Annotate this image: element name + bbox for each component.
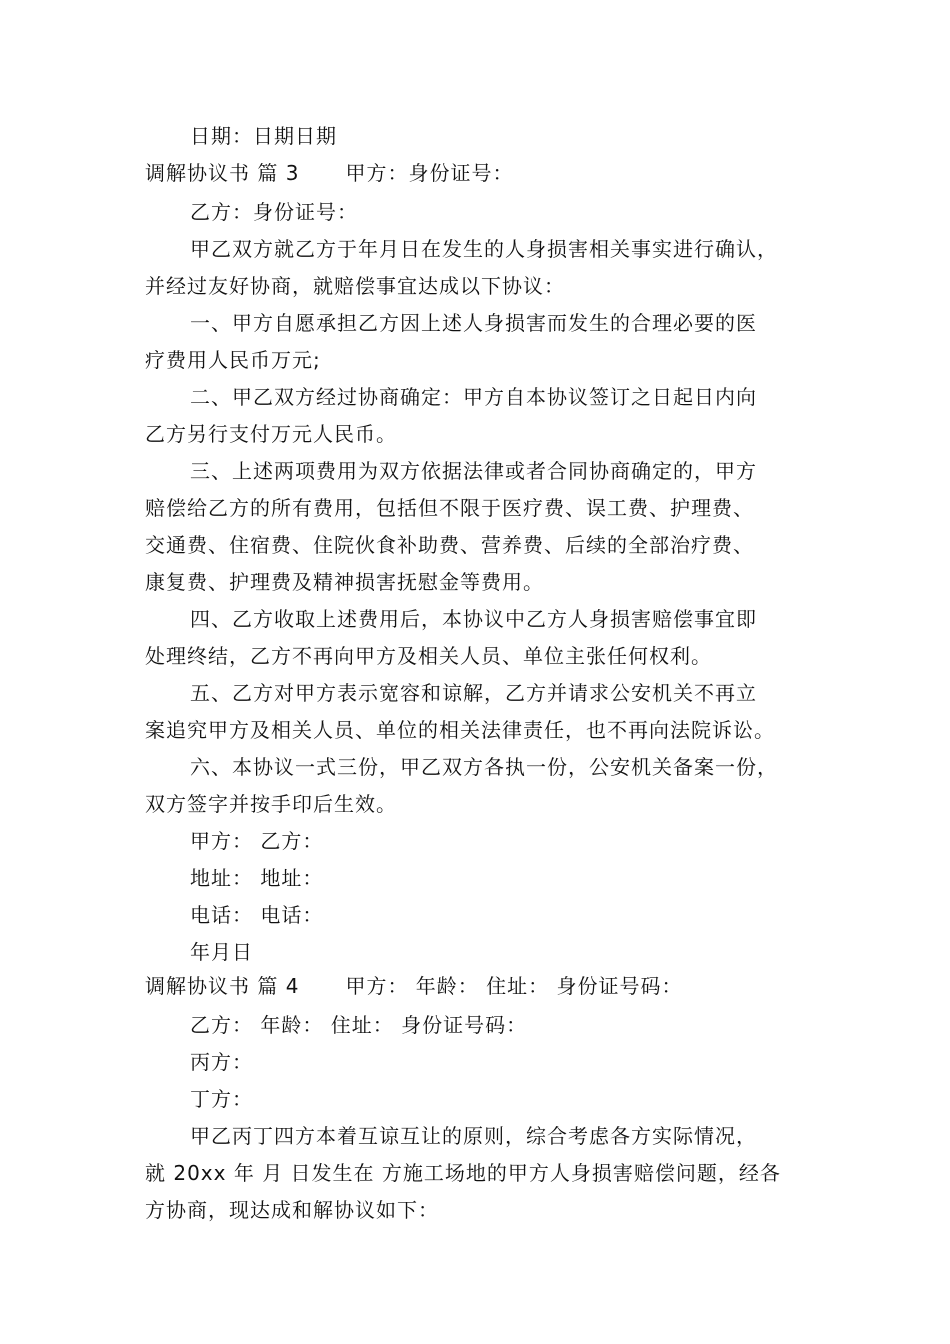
clause-5-line: 五、乙方对甲方表示宽容和谅解，乙方并请求公安机关不再立 <box>190 681 757 705</box>
paragraph-line: 方协商，现达成和解协议如下： <box>145 1198 439 1222</box>
paragraph-line: 交通费、住宿费、住院伙食补助费、营养费、后续的全部治疗费、 <box>145 533 754 557</box>
date-line: 日期：日期日期 <box>190 124 337 148</box>
signature-party-line: 甲方： 乙方： <box>190 829 324 853</box>
party-a-id-line: 甲方：身份证号： <box>345 161 514 185</box>
paragraph-line: 康复费、护理费及精神损害抚慰金等费用。 <box>145 570 544 594</box>
clause-2-line: 二、甲乙双方经过协商确定：甲方自本协议签订之日起日内向 <box>190 385 757 409</box>
section-heading-line <box>145 972 815 1000</box>
paragraph-line: 并经过友好协商，就赔偿事宜达成以下协议： <box>145 274 565 298</box>
signature-address-line: 地址： 地址： <box>190 866 324 890</box>
signature-phone-line: 电话： 电话： <box>190 903 324 927</box>
party-c-line: 丙方： <box>190 1050 253 1074</box>
section-heading-line <box>145 159 815 187</box>
paragraph-line: 甲乙丙丁四方本着互谅互让的原则，综合考虑各方实际情况， <box>190 1124 757 1148</box>
paragraph-line: 案追究甲方及相关人员、单位的相关法律责任，也不再向法院诉讼。 <box>145 718 775 742</box>
clause-6-line: 六、本协议一式三份，甲乙双方各执一份，公安机关备案一份， <box>190 755 778 779</box>
party-b-info-line: 乙方： 年龄： 住址： 身份证号码： <box>190 1013 528 1037</box>
clause-1-line: 一、甲方自愿承担乙方因上述人身损害而发生的合理必要的医 <box>190 311 757 335</box>
party-d-line: 丁方： <box>190 1087 253 1111</box>
paragraph-line: 双方签字并按手印后生效。 <box>145 792 397 816</box>
section-heading-4: 调解协议书 篇 4 <box>145 974 300 998</box>
section-heading-3: 调解协议书 篇 3 <box>145 161 300 185</box>
paragraph-line: 赔偿给乙方的所有费用，包括但不限于医疗费、误工费、护理费、 <box>145 496 754 520</box>
paragraph-line: 疗费用人民币万元; <box>145 348 321 372</box>
paragraph-line: 就 20xx 年 月 日发生在 方施工场地的甲方人身损害赔偿问题，经各 <box>145 1161 781 1185</box>
clause-3-line: 三、上述两项费用为双方依据法律或者合同协商确定的，甲方 <box>190 459 757 483</box>
clause-4-line: 四、乙方收取上述费用后，本协议中乙方人身损害赔偿事宜即 <box>190 607 757 631</box>
party-b-id-line: 乙方：身份证号： <box>190 200 358 224</box>
paragraph-line: 处理终结，乙方不再向甲方及相关人员、单位主张任何权利。 <box>145 644 712 668</box>
paragraph-line: 甲乙双方就乙方于年月日在发生的人身损害相关事实进行确认， <box>190 237 778 261</box>
paragraph-line: 乙方另行支付万元人民币。 <box>145 422 397 446</box>
party-a-info-line: 甲方： 年龄： 住址： 身份证号码： <box>345 974 683 998</box>
signature-date-line: 年月日 <box>190 940 253 964</box>
